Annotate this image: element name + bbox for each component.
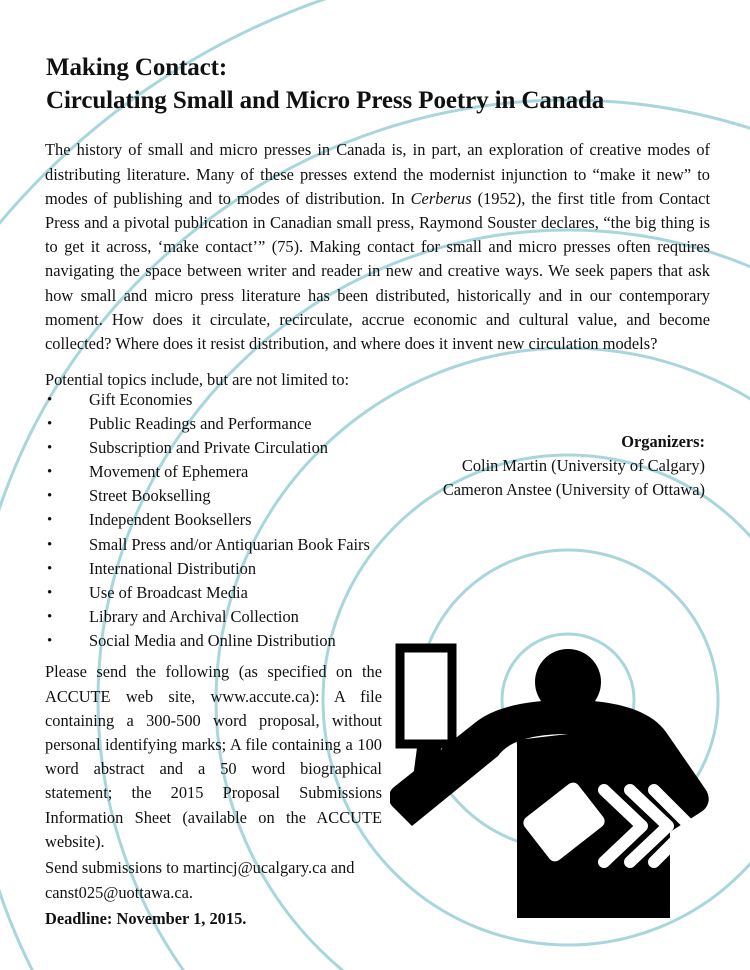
body-text-part-2: (1952), the first title from Contact Press and a pivotal publication in Canadian small press, Raymond Souster declares, “the big thing is to get it across, ‘make contact’” (75). Making contact for small and micro presses often requires navigating the space between writer and reader in new and creative ways. We seek papers that ask how small and micro press literature has been distributed, historically and in our contemporary moment. How does it circulate, recirculate, accrue economic and cultural value, and become collected? Where does it resist distribution, and where does it invent new circulation models? <box>45 188 711 354</box>
page-title <box>46 51 726 117</box>
list-item <box>45 412 475 436</box>
organizers-heading: Organizers: <box>621 432 705 451</box>
bullet-icon: • <box>47 512 53 529</box>
topic-label: Movement of Ephemera <box>89 462 249 482</box>
list-item <box>45 605 475 629</box>
organizer-name-2: Cameron Anstee (University of Ottawa) <box>442 480 705 499</box>
call-for-papers-paragraph <box>45 138 710 356</box>
bullet-icon: • <box>47 560 53 577</box>
topic-label: Street Bookselling <box>89 486 211 506</box>
submission-instructions-paragraph: Please send the following (as specified on the ACCUTE web site, www.accute.ca): A file containing a 300-500 word proposal, without personal identifying marks; A file containing a 100 word abstract and a 50 word biographical statement; the 2015 Proposal Submissions Information Sheet (available on the ACCUTE website). <box>45 662 382 851</box>
topic-label: Independent Booksellers <box>89 510 252 530</box>
list-item <box>45 388 475 412</box>
bullet-icon: • <box>47 608 53 625</box>
title-line-2: Circulating Small and Micro Press Poetry in Canada <box>46 86 605 114</box>
topic-label: Small Press and/or Antiquarian Book Fairs <box>89 534 370 554</box>
send-submissions-paragraph: Send submissions to martincj@ucalgary.ca and canst025@uottawa.ca. <box>45 858 355 902</box>
bullet-icon: • <box>47 392 53 408</box>
title-line-1: Making Contact: <box>46 53 228 81</box>
bullet-icon: • <box>47 416 53 433</box>
topics-list <box>45 388 475 653</box>
deadline-text: Deadline: November 1, 2015. <box>45 909 247 928</box>
held-card <box>400 648 452 744</box>
person-holding-card-illustration <box>390 630 720 930</box>
bullet-icon: • <box>47 488 53 505</box>
bullet-icon: • <box>47 464 53 481</box>
organizers-block <box>443 430 705 502</box>
list-item <box>45 533 475 557</box>
topic-label: Public Readings and Performance <box>89 414 312 434</box>
topics-intro-label: Potential topics include, but are not limited to: <box>45 370 350 389</box>
list-item <box>45 508 475 532</box>
list-item <box>45 581 475 605</box>
bullet-icon: • <box>47 632 53 649</box>
book-title-cerberus: Cerberus <box>410 188 472 208</box>
list-item <box>45 629 475 653</box>
body-text-part-1: The history of small and micro presses in Canada is, in part, an exploration of creative modes of distributing literature. Many of these presses extend the modernist injunction to “make it new” to modes of publishing and to modes of distribution. In <box>45 140 710 208</box>
topic-label: Library and Archival Collection <box>89 606 299 626</box>
topic-label: Use of Broadcast Media <box>89 582 248 602</box>
topic-label: Gift Economies <box>89 390 193 409</box>
topic-label: Social Media and Online Distribution <box>89 630 336 650</box>
topic-label: International Distribution <box>89 558 257 578</box>
topic-label: Subscription and Private Circulation <box>89 438 328 458</box>
bullet-icon: • <box>47 440 53 457</box>
list-item <box>45 460 475 484</box>
list-item <box>45 436 475 460</box>
bullet-icon: • <box>47 584 53 601</box>
list-item <box>45 557 475 581</box>
list-item <box>45 484 475 508</box>
bullet-icon: • <box>47 536 53 553</box>
organizer-name-1: Colin Martin (University of Calgary) <box>461 456 705 475</box>
